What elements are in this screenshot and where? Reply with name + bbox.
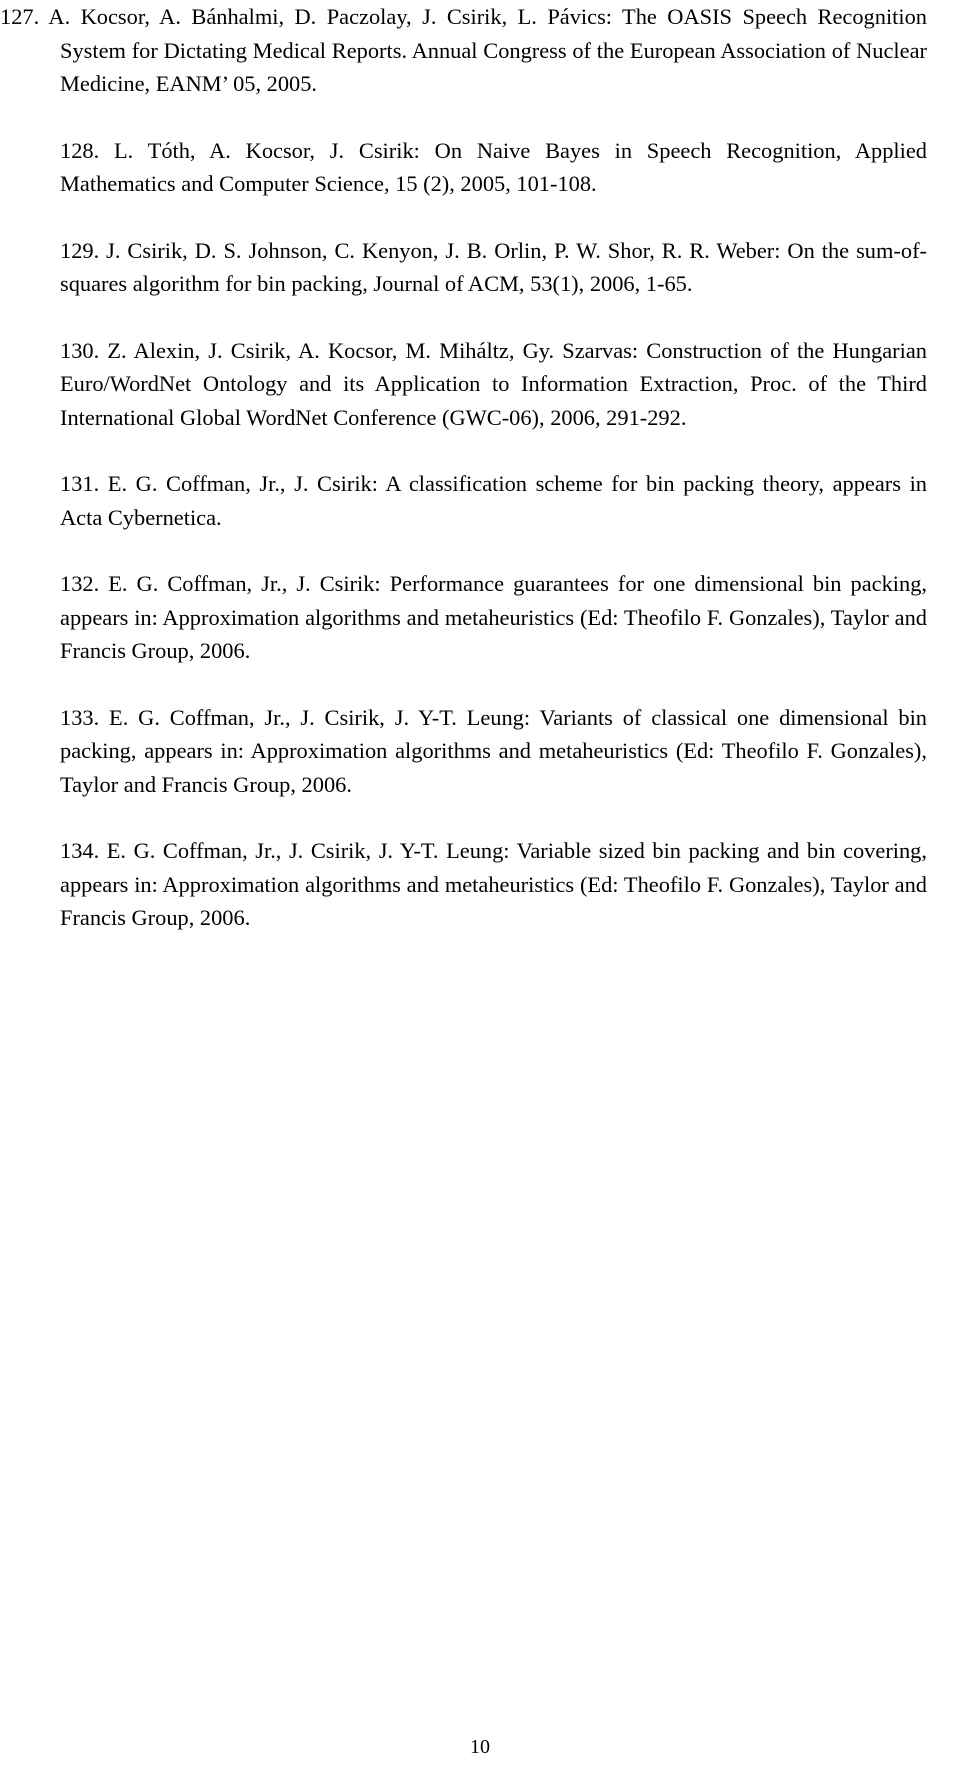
reference-text: E. G. Coffman, Jr., J. Csirik: Performance guarantees for one dimensional bin packing, appears in: Approximation algorithms and metaheuristics (Ed: Theofilo F. Gonzales), Taylor and Francis Group, 2006. [60,571,927,663]
reference-number: 127. [0,4,40,29]
reference-number: 131. [60,471,100,496]
reference-text: E. G. Coffman, Jr., J. Csirik, J. Y-T. Leung: Variable sized bin packing and bin covering, appears in: Approximation algorithms and metaheuristics (Ed: Theofilo F. Gonzales), Taylor and Francis Group, 2006. [60,838,927,930]
reference-text: E. G. Coffman, Jr., J. Csirik: A classification scheme for bin packing theory, appears in Acta Cybernetica. [60,471,927,530]
reference-item [60,701,927,802]
reference-item [60,334,927,435]
reference-item [60,834,927,935]
reference-number: 133. [60,704,100,730]
reference-number: 134. [60,838,100,863]
reference-number: 130. [60,337,100,363]
page-number: 10 [470,1736,490,1758]
reference-item [60,234,927,301]
reference-item [0,0,927,101]
reference-number: 128. [60,137,100,163]
reference-text: J. Csirik, D. S. Johnson, C. Kenyon, J. B. Orlin, P. W. Shor, R. R. Weber: On the sum-of-squares algorithm for bin packing, Journal of ACM, 53(1), 2006, 1-65. [60,237,927,296]
reference-item [60,567,927,668]
reference-text: A. Kocsor, A. Bánhalmi, D. Paczolay, J. Csirik, L. Pávics: The OASIS Speech Recognition System for Dictating Medical Reports. Annual Congress of the European Association of Nuclear Medicine, EANM’ 05, 2005. [48,4,927,96]
reference-number: 129. [60,237,100,263]
reference-number: 132. [60,571,100,596]
reference-item [60,134,927,201]
reference-item [60,467,927,534]
reference-text: E. G. Coffman, Jr., J. Csirik, J. Y-T. Leung: Variants of classical one dimensional bin packing, appears in: Approximation algorithms and metaheuristics (Ed: Theofilo F. Gonzales), Taylor and Francis Group, 2006. [60,704,927,797]
reference-text: Z. Alexin, J. Csirik, A. Kocsor, M. Miháltz, Gy. Szarvas: Construction of the Hungarian Euro/WordNet Ontology and its Application to Information Extraction, Proc. of the Third International Global WordNet Conference (GWC-06), 2006, 291-292. [60,337,927,430]
reference-text: L. Tóth, A. Kocsor, J. Csirik: On Naive Bayes in Speech Recognition, Applied Mathematics and Computer Science, 15 (2), 2005, 101-108. [60,137,927,196]
